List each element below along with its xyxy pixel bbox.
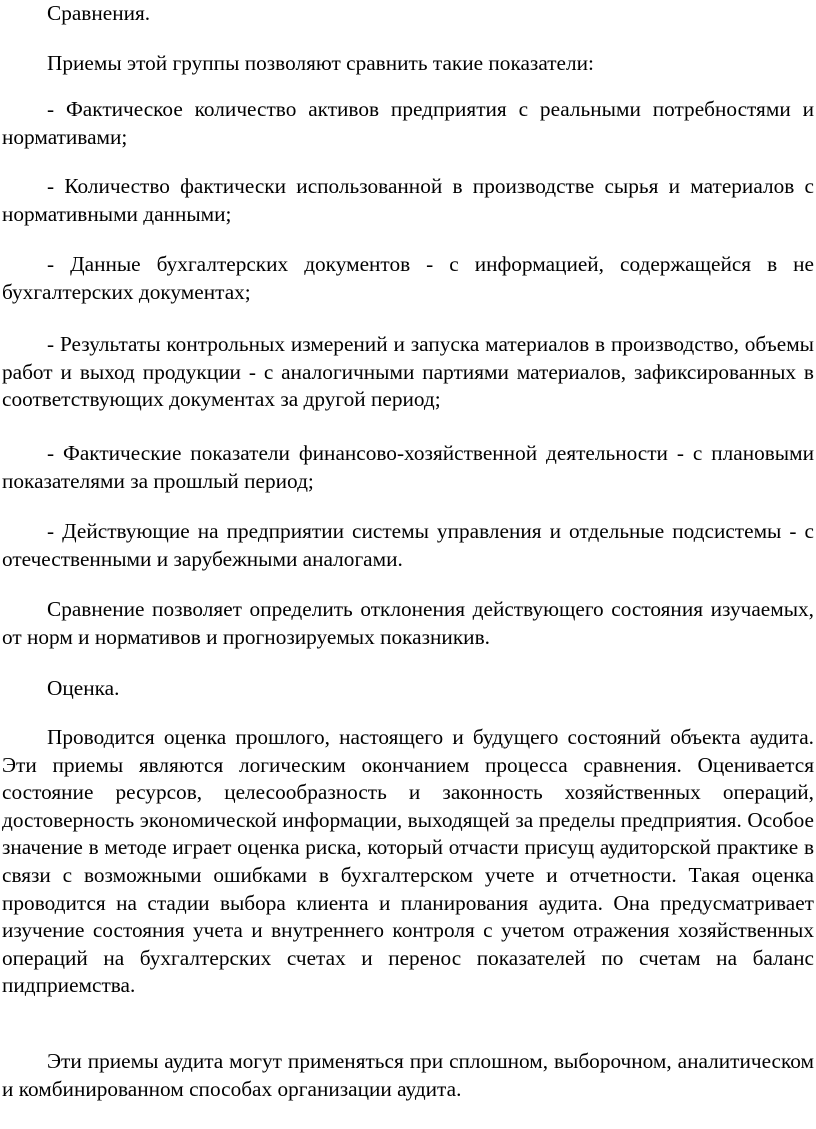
paragraph-conclusion: Эти приемы аудита могут применяться при сплошном, выборочном, аналитическом и комбинированном способах организации аудита.	[2, 1049, 814, 1101]
paragraph-intro: Приемы этой группы позволяют сравнить такие показатели:	[47, 51, 594, 75]
paragraph-evaluation: Проводится оценка прошлого, настоящего и будущего состояний объекта аудита. Эти приемы являются логическим окончанием процесса сравнения. Оценивается состояние ресурсов, целесообразность и законность хозяйственных операций, достоверность экономической информации, выходящей за пределы предприятия. Особое значение в методе играет оценка риска, который отчасти присущ аудиторской практике в связи с возможными ошибками в бухгалтерском учете и отчетности. Такая оценка проводится на стадии выбора клиента и планирования аудита. Она предусматривает изучение состояния учета и внутреннего контроля с учетом отражения хозяйственных операций на бухгалтерских счетах и перенос показателей по счетам на баланс пидприемства.	[2, 725, 814, 998]
heading-comparisons: Сравнения.	[47, 1, 151, 25]
list-item-assets: - Фактическое количество активов предприятия с реальными потребностями и нормативами;	[2, 97, 814, 149]
list-item-indicators: - Фактические показатели финансово-хозяйственной деятельности - с плановыми показателями за прошлый период;	[2, 441, 814, 493]
list-item-documents: - Данные бухгалтерских документов - с информацией, содержащейся в не бухгалтерских документах;	[2, 252, 814, 304]
heading-evaluation: Оценка.	[47, 676, 120, 700]
list-item-materials: - Количество фактически использованной в производстве сырья и материалов с нормативными данными;	[2, 174, 814, 226]
list-item-systems: - Действующие на предприятии системы управления и отдельные подсистемы - с отечественными и зарубежными аналогами.	[2, 519, 814, 571]
list-item-measurements: - Результаты контрольных измерений и запуска материалов в производство, объемы работ и выход продукции - с аналогичными партиями материалов, зафиксированных в соответствующих документах за другой период;	[2, 332, 814, 412]
paragraph-comparison-result: Сравнение позволяет определить отклонения действующего состояния изучаемых, от норм и нормативов и прогнозируемых показникив.	[2, 597, 814, 649]
